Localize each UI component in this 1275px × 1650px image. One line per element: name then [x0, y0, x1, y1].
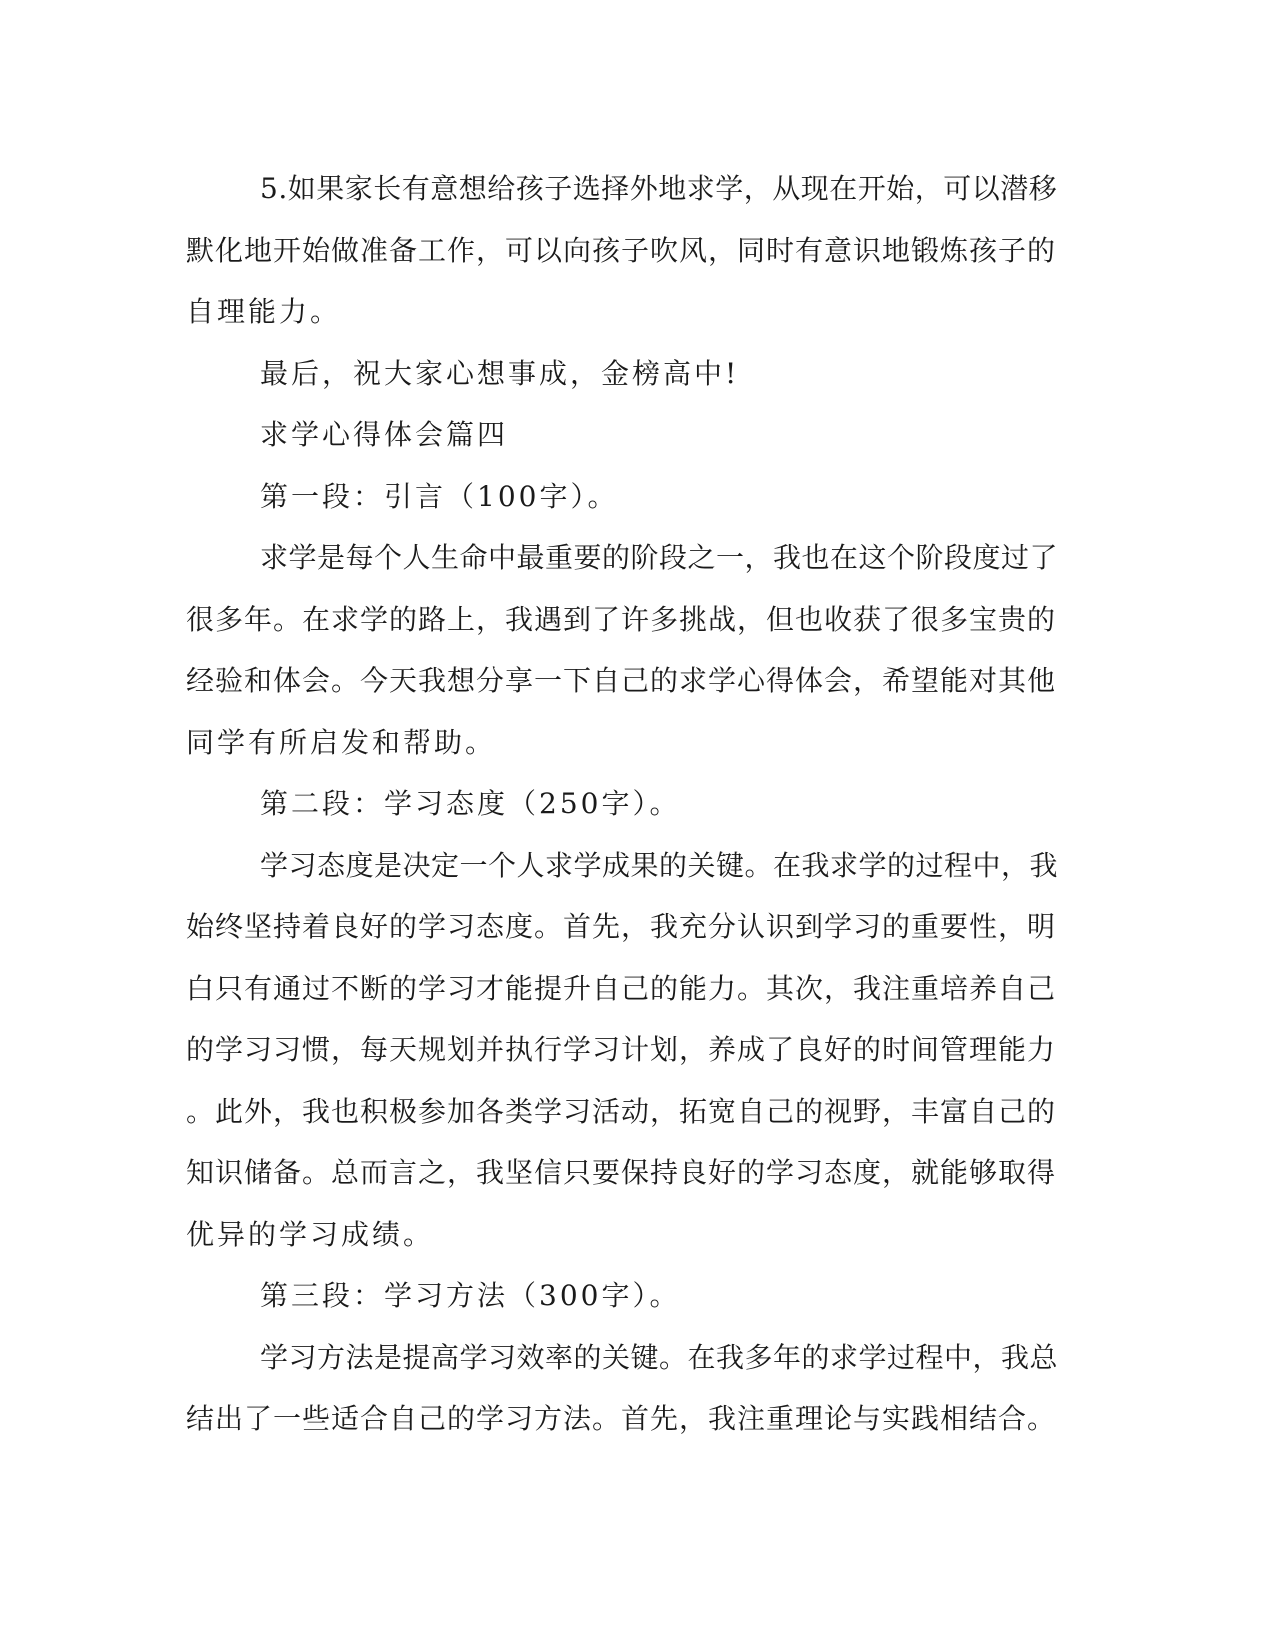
closing-line: 最后，祝大家心想事成，金榜高中! [260, 356, 740, 390]
section-title: 求学心得体会篇四 [260, 418, 509, 451]
document-body [186, 158, 1066, 1450]
text-line: 求学是每个人生命中最重要的阶段之一，我也在这个阶段度过了 [260, 541, 1059, 574]
text-line: 学习方法是提高学习效率的关键。在我多年的求学过程中，我总 [260, 1340, 1059, 1374]
text-line: 默化地开始做准备工作，可以向孩子吹风，同时有意识地锻炼孩子的 [186, 233, 1057, 267]
text-line: 经验和体会。今天我想分享一下自己的求学心得体会，希望能对其他 [186, 664, 1057, 697]
paragraph-heading: 第二段：学习态度（250字）。 [260, 787, 681, 820]
text-line: 。此外，我也积极参加各类学习活动，拓宽自己的视野，丰富自己的 [186, 1094, 1057, 1128]
text-line: 结出了一些适合自己的学习方法。首先，我注重理论与实践相结合。 [186, 1402, 1057, 1435]
text-line: 优异的学习成绩。 [186, 1217, 435, 1251]
text-line: 知识储备。总而言之，我坚信只要保持良好的学习态度，就能够取得 [186, 1156, 1057, 1189]
text-line: 学习态度是决定一个人求学成果的关键。在我求学的过程中，我 [260, 848, 1059, 882]
paragraph-heading: 第三段：学习方法（300字）。 [260, 1279, 681, 1312]
text-line: 同学有所启发和帮助。 [186, 725, 497, 759]
text-line: 5.如果家长有意想给孩子选择外地求学，从现在开始，可以潜移 [260, 172, 1058, 205]
text-line: 很多年。在求学的路上，我遇到了许多挑战，但也收获了很多宝贵的 [186, 602, 1057, 636]
text-line: 自理能力。 [186, 295, 342, 328]
text-line: 白只有通过不断的学习才能提升自己的能力。其次，我注重培养自己 [186, 971, 1057, 1005]
paragraph-heading: 第一段：引言（100字）。 [260, 479, 619, 513]
text-line: 的学习习惯，每天规划并执行学习计划，养成了良好的时间管理能力 [186, 1033, 1057, 1066]
text-line: 始终坚持着良好的学习态度。首先，我充分认识到学习的重要性，明 [186, 910, 1057, 943]
